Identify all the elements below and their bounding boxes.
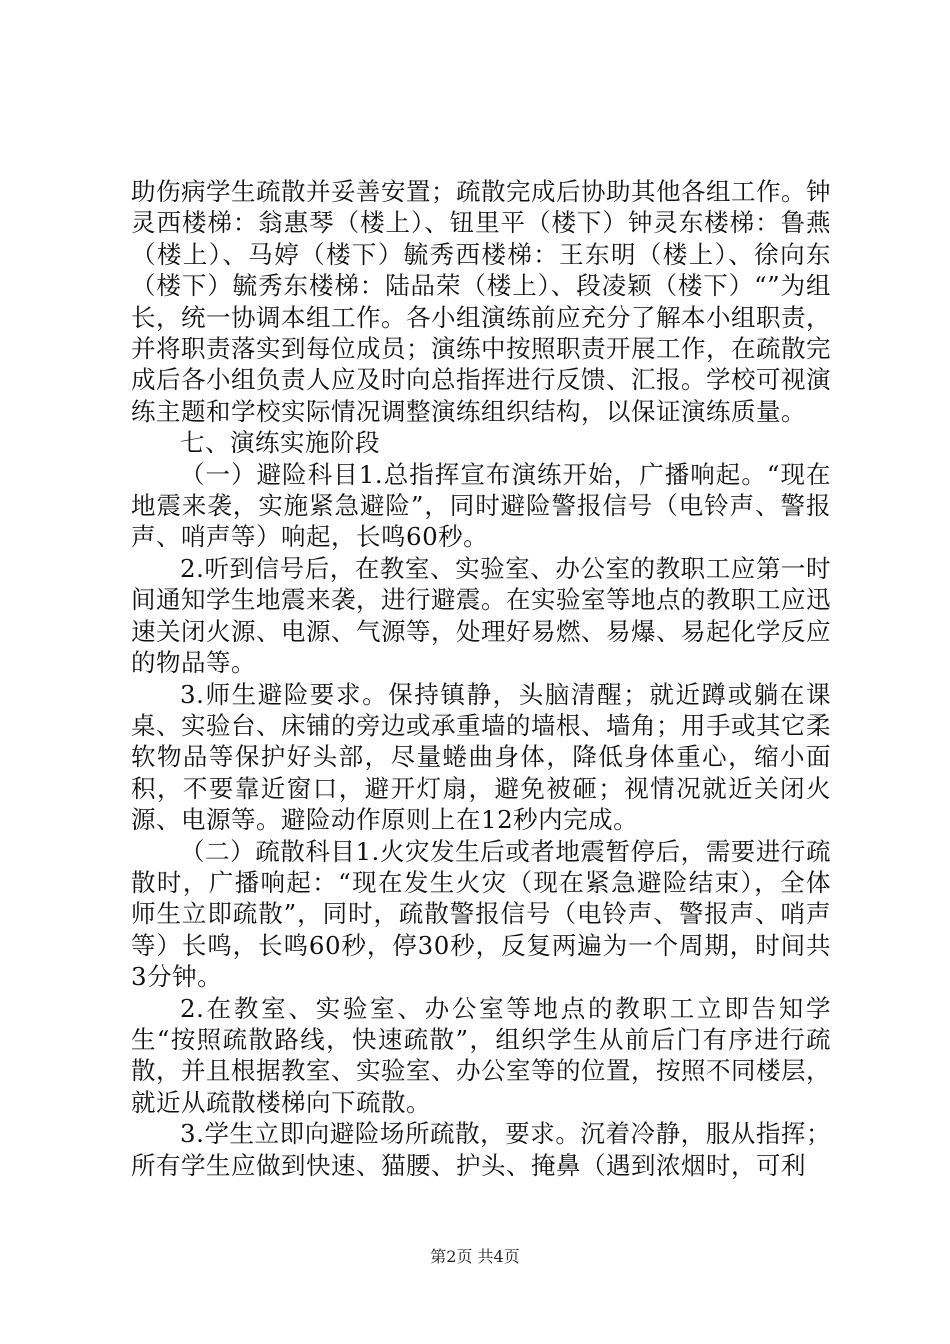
paragraph-group-responsibilities: 助伤病学生疏散并妥善安置；疏散完成后协助其他各组工作。钟灵西楼梯：翁惠琴（楼上）、钮里平（楼下）钟灵东楼梯：鲁燕（楼上）、马婷（楼下）毓秀西楼梯：王东明（楼上）、徐向东（楼下）毓秀东楼梯：陆品荣（楼上）、段凌颖（楼下）“”为组长，统一协调本组工作。各小组演练前应充分了解本小组职责，并将职责落实到每位成员；演练中按照职责开展工作，在疏散完成后各小组负责人应及时向总指挥进行反馈、汇报。学校可视演练主题和学校实际情况调整演练组织结构，以保证演练质量。 [131, 177, 831, 426]
section-heading-drill-implementation: 七、演练实施阶段 [180, 428, 380, 458]
paragraph-evacuation-step-3: 3.学生立即向避险场所疏散，要求。沉着冷静，服从指挥；所有学生应做到快速、猫腰、护头、掩鼻（遇到浓烟时，可利 [131, 1119, 831, 1180]
paragraph-shelter-step-3: 3.师生避险要求。保持镇静，头脑清醒；就近蹲或躺在课桌、实验台、床铺的旁边或承重墙的墙根、墙角；用手或其它柔软物品等保护好头部，尽量蜷曲身体，降低身体重心，缩小面积，不要靠近窗口，避开灯扇，避免被砸；视情况就近关闭火源、电源等。避险动作原则上在12秒内完成。 [131, 679, 831, 835]
page-number-footer: 第2页 共4页 [430, 1247, 520, 1266]
paragraph-evacuation-step-1: （二）疏散科目1.火灾发生后或者地震暂停后，需要进行疏散时，广播响起：“现在发生火灾（现在紧急避险结束），全体师生立即疏散”，同时，疏散警报信号（电铃声、警报声、哨声等）长鸣，长鸣60秒，停30秒，反复两遍为一个周期，时间共3分钟。 [131, 836, 831, 992]
paragraph-shelter-step-2: 2.听到信号后，在教室、实验室、办公室的教职工应第一时间通知学生地震来袭，进行避震。在实验室等地点的教职工应迅速关闭火源、电源、气源等，处理好易燃、易爆、易起化学反应的物品等。 [131, 553, 831, 678]
document-body [131, 176, 831, 1181]
paragraph-shelter-step-1: （一）避险科目1.总指挥宣布演练开始，广播响起。“现在地震来袭，实施紧急避险”，同时避险警报信号（电铃声、警报声、哨声等）响起，长鸣60秒。 [131, 459, 831, 552]
paragraph-evacuation-step-2: 2.在教室、实验室、办公室等地点的教职工立即告知学生“按照疏散路线，快速疏散”，组织学生从前后门有序进行疏散，并且根据教室、实验室、办公室等的位置，按照不同楼层，就近从疏散楼梯向下疏散。 [131, 993, 831, 1117]
